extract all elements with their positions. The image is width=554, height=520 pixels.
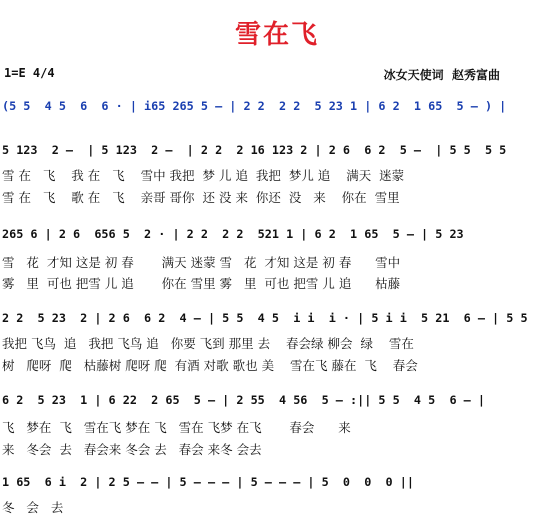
lyrics-row-5-verse-1: 冬 会 去 — [2, 500, 64, 515]
credits: 冰女天使词 赵秀富曲 — [383, 68, 500, 82]
lyrics-row-2-verse-1: 雪 花 才知 这是 初 春 满天 迷蒙 雪 花 才知 这是 初 春 雪中 — [2, 255, 401, 270]
lyrics-row-1-verse-2: 雪 在 飞 歌 在 飞 亲哥 哥你 还 没 来 你还 没 来 你在 雪里 — [2, 190, 400, 205]
notation-row-1: 5 123 2 — | 5 123 2 — | 2 2 2 16 123 2 | 2 6 6 2 5 — | 5 5 5 5 — [2, 143, 507, 157]
notation-row-5: 1 65 6 i 2 | 2 5 — — | 5 — — — | 5 — — — | 5 0 0 0 || — [2, 475, 414, 489]
notation-row-4: 6 2 5 23 1 | 6 22 2 65 5 — | 2 55 4 56 5 — :|| 5 5 4 5 6 — | — [2, 393, 485, 407]
lyrics-row-1-verse-1: 雪 在 飞 我 在 飞 雪中 我把 梦 儿 追 我把 梦儿 追 满天 迷蒙 — [2, 168, 405, 183]
lyrics-row-3-verse-1: 我把 飞鸟 追 我把 飞鸟 追 你要 飞到 那里 去 春会绿 柳会 绿 雪在 — [2, 336, 414, 351]
notation-row-3: 2 2 5 23 2 | 2 6 6 2 4 — | 5 5 4 5 i i i · | 5 i i 5 21 6 — | 5 5 — [2, 311, 528, 325]
notation-row-2: 265 6 | 2 6 656 5 2 · | 2 2 2 2 521 1 | 6 2 1 65 5 — | 5 23 — [2, 227, 464, 241]
song-title: 雪在飞 — [234, 20, 319, 50]
key-signature: 1=E 4/4 — [4, 66, 55, 80]
lyrics-row-4-verse-2: 来 冬会 去 春会来 冬会 去 春会 来冬 会去 — [2, 442, 262, 457]
intro-notation: (5 5 4 5 6 6 · | i65 265 5 — | 2 2 2 2 5 23 1 | 6 2 1 65 5 — ) | — [2, 99, 507, 113]
lyrics-row-4-verse-1: 飞 梦在 飞 雪在飞 梦在 飞 雪在 飞梦 在飞 春会 来 — [2, 420, 351, 435]
lyrics-row-2-verse-2: 雾 里 可也 把雪 儿 追 你在 雪里 雾 里 可也 把雪 儿 追 枯藤 — [2, 276, 401, 291]
lyrics-row-3-verse-2: 树 爬呀 爬 枯藤树 爬呀 爬 有酒 对歌 歌也 美 雪在飞 藤在 飞 春会 — [2, 358, 418, 373]
